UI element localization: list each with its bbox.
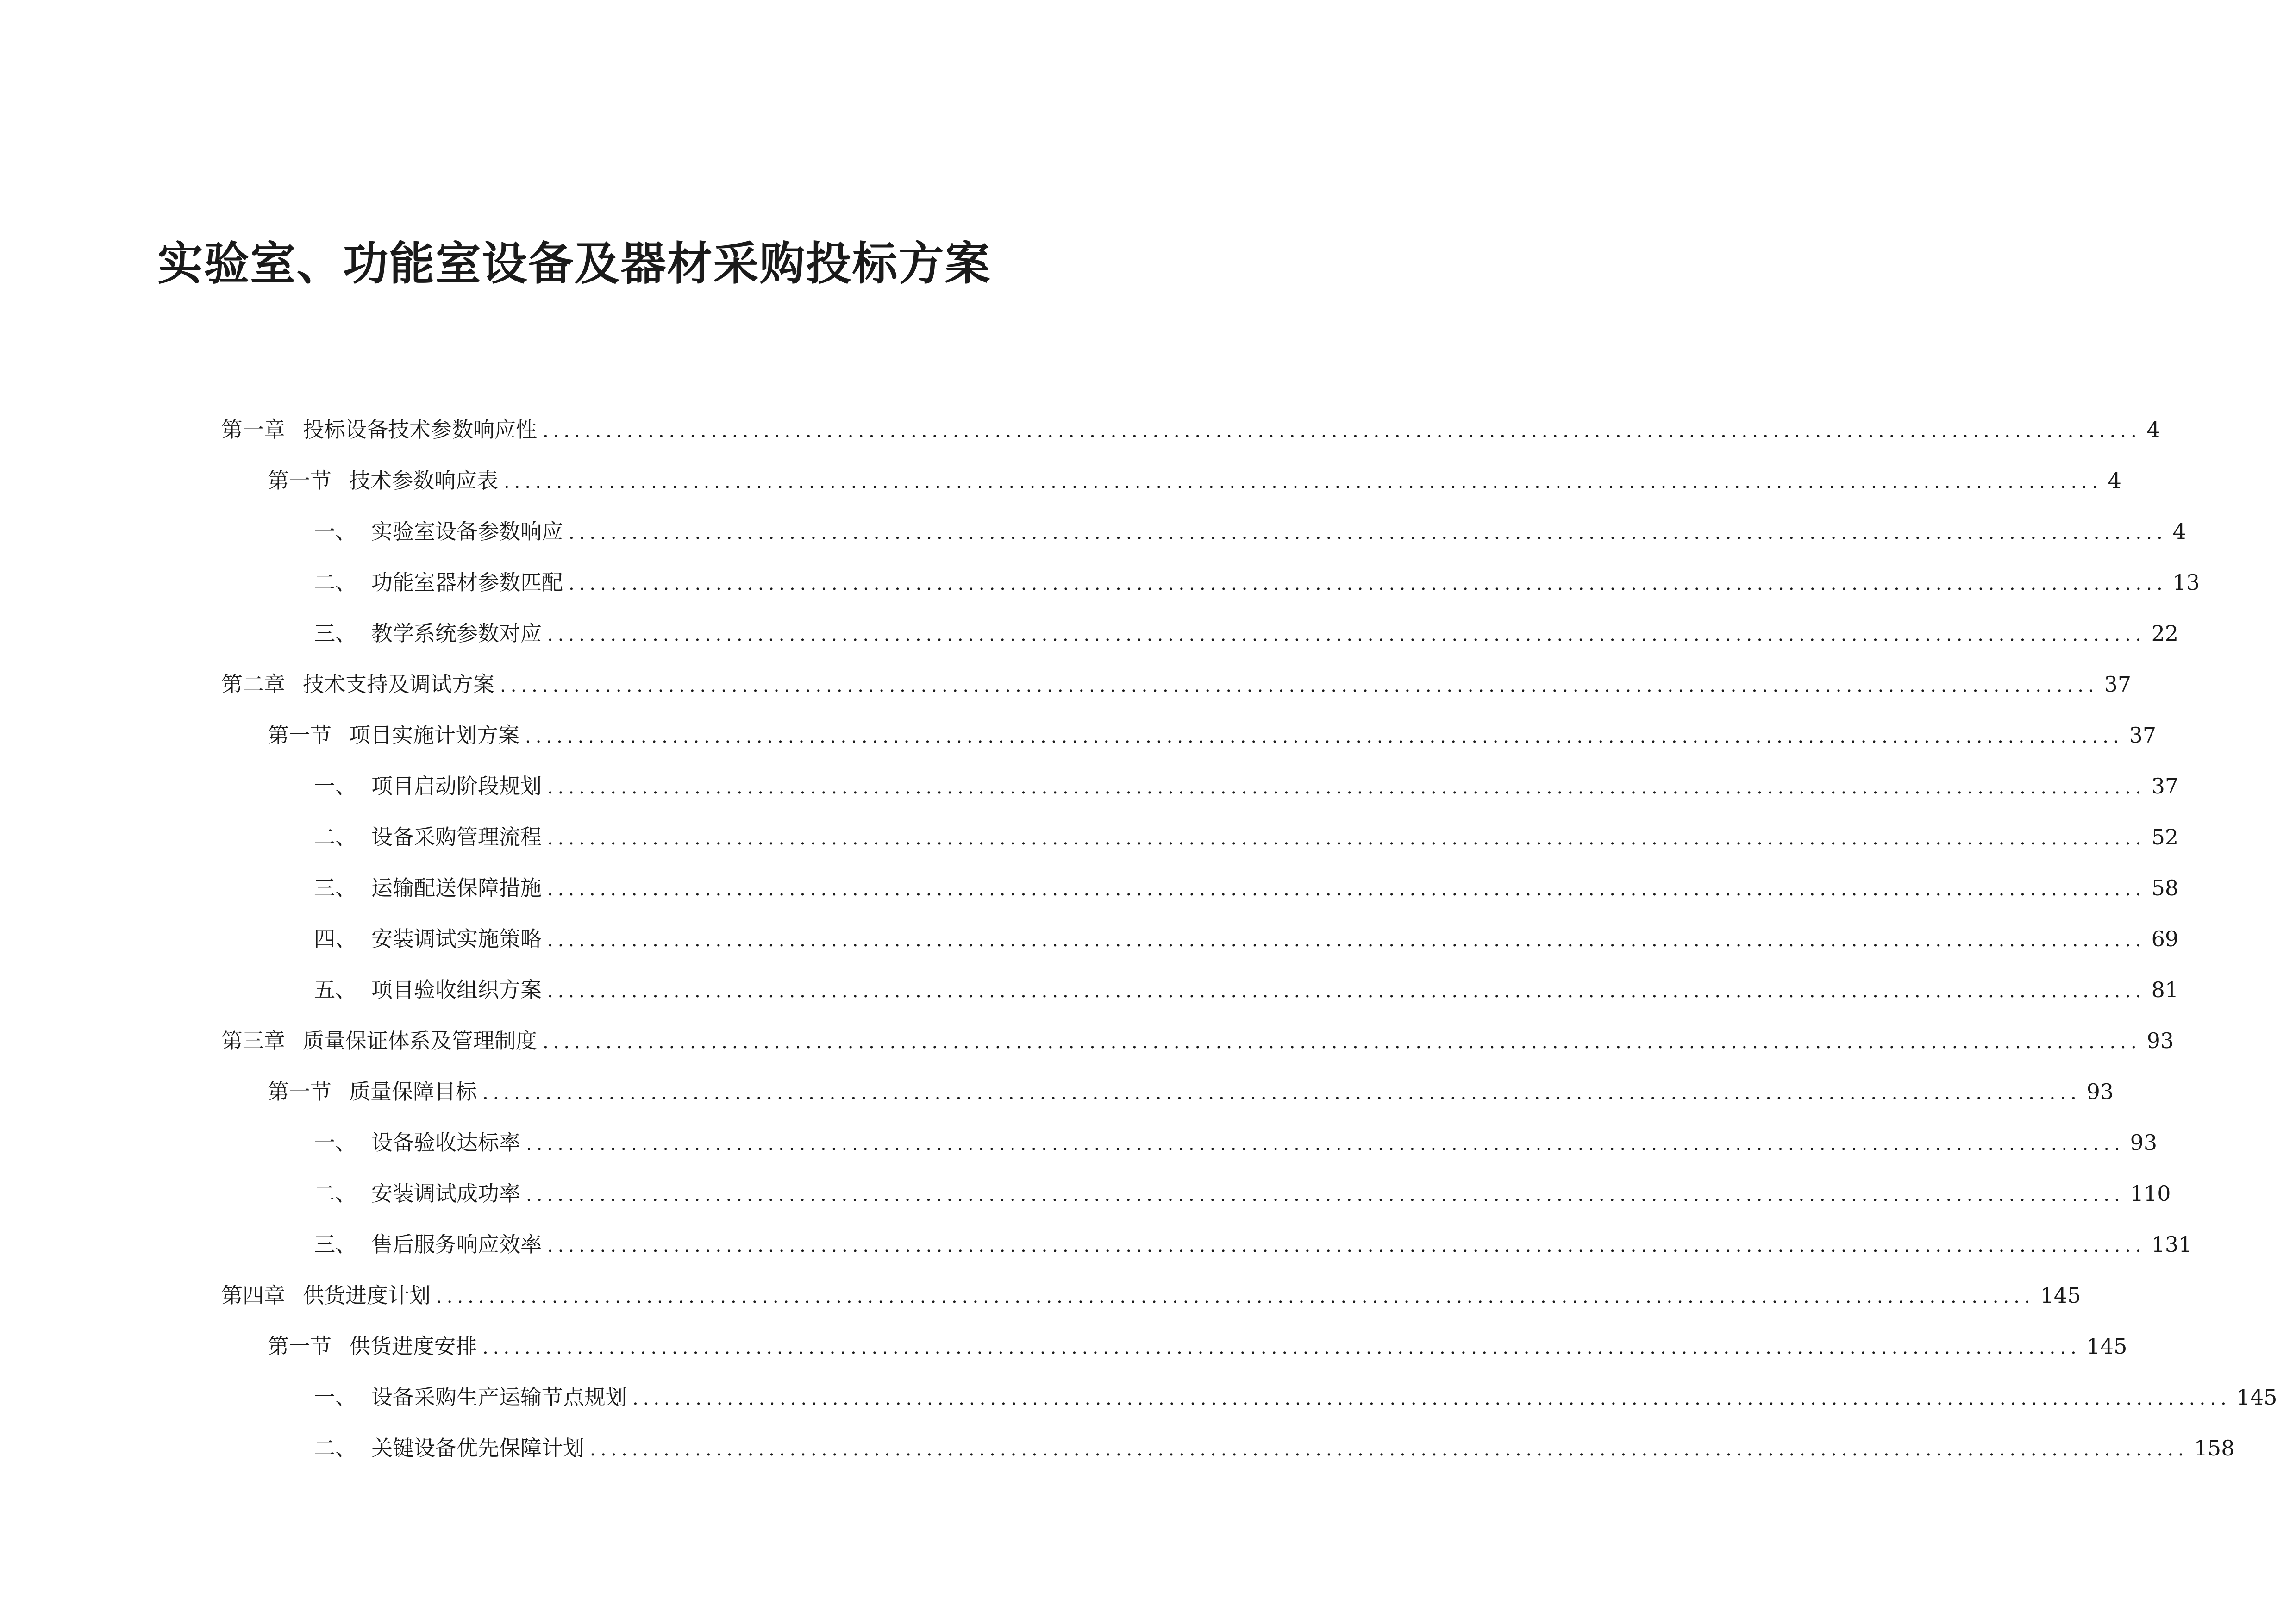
- toc-entry-text: 质量保证体系及管理制度: [303, 1028, 537, 1053]
- toc-entry-text: 设备验收达标率: [371, 1130, 520, 1155]
- toc-leader-dots: ........................................................................................................................................................: [569, 573, 2167, 594]
- toc-page-number: 4: [2146, 417, 2160, 442]
- toc-entry-number: 一、: [314, 1130, 357, 1155]
- toc-entry-text: 售后服务响应效率: [371, 1232, 542, 1257]
- toc-leader-dots: ........................................................................................................................................................: [590, 1439, 2189, 1460]
- toc-entry-number: 二、: [314, 1436, 357, 1461]
- toc-leader-dots: ........................................................................................................................................................: [504, 471, 2102, 493]
- toc-leader-dots: ........................................................................................................................................................: [482, 1337, 2081, 1358]
- toc-entry-label: [314, 1423, 584, 1474]
- toc-entry-section[interactable]: [268, 710, 2157, 761]
- toc-entry-number: 四、: [314, 926, 357, 951]
- toc-page-number: 93: [2130, 1130, 2158, 1155]
- toc-leader-dots: ........................................................................................................................................................: [547, 624, 2146, 645]
- toc-leader-dots: ........................................................................................................................................................: [569, 522, 2167, 543]
- toc-page-number: 37: [2129, 723, 2157, 748]
- toc-entry-text: 项目启动阶段规划: [371, 774, 542, 799]
- toc-entry-number: 三、: [314, 875, 357, 900]
- toc-page-number: 81: [2151, 977, 2179, 1002]
- toc-entry-label: [221, 1270, 431, 1321]
- toc-page-number: 110: [2130, 1181, 2171, 1206]
- toc-entry-section[interactable]: [268, 455, 2121, 506]
- toc-page-number: 4: [2172, 519, 2186, 544]
- toc-entry-chapter-1[interactable]: [221, 404, 2160, 455]
- toc-entry-label: [221, 1015, 537, 1066]
- toc-page-number: 158: [2194, 1436, 2235, 1461]
- toc-entry-number: 三、: [314, 1232, 357, 1257]
- toc-entry-item[interactable]: [314, 557, 2200, 608]
- toc-entry-number: 三、: [314, 621, 357, 646]
- toc-entry-label: [314, 1117, 520, 1168]
- toc-page-number: 93: [2086, 1079, 2114, 1104]
- toc-page-number: 145: [2086, 1334, 2127, 1359]
- toc-entry-item[interactable]: [314, 506, 2186, 557]
- toc-entry-section[interactable]: [268, 1066, 2114, 1117]
- toc-entry-item[interactable]: [314, 812, 2179, 862]
- toc-entry-chapter-4[interactable]: [221, 1270, 2081, 1321]
- toc-leader-dots: ........................................................................................................................................................: [526, 1133, 2125, 1155]
- toc-entry-item[interactable]: [314, 1219, 2192, 1270]
- toc-leader-dots: ........................................................................................................................................................: [500, 675, 2099, 696]
- toc-entry-item[interactable]: [314, 1117, 2158, 1168]
- toc-leader-dots: ........................................................................................................................................................: [547, 930, 2146, 951]
- toc-entry-number: 二、: [314, 570, 357, 595]
- toc-entry-text: 安装调试成功率: [371, 1181, 520, 1206]
- toc-entry-label: [268, 1066, 477, 1117]
- toc-page-number: 69: [2151, 926, 2179, 951]
- toc-entry-number: 二、: [314, 824, 357, 849]
- toc-entry-item[interactable]: [314, 862, 2179, 913]
- toc-entry-text: 技术支持及调试方案: [303, 672, 494, 697]
- document-title: 实验室、功能室设备及器材采购投标方案: [157, 237, 991, 290]
- toc-entry-text: 供货进度计划: [303, 1283, 431, 1308]
- toc-entry-label: [314, 608, 542, 659]
- toc-leader-dots: ........................................................................................................................................................: [547, 1235, 2146, 1256]
- toc-page-number: 52: [2151, 824, 2179, 849]
- toc-entry-text: 实验室设备参数响应: [371, 519, 563, 544]
- toc-page-number: 37: [2104, 672, 2132, 697]
- toc-entry-item[interactable]: [314, 964, 2179, 1015]
- toc-entry-text: 设备采购生产运输节点规划: [371, 1385, 627, 1410]
- toc-entry-label: [268, 1321, 477, 1372]
- toc-entry-text: 投标设备技术参数响应性: [303, 417, 537, 442]
- toc-page-number: 145: [2040, 1283, 2081, 1308]
- toc-entry-number: 第一节: [268, 468, 332, 493]
- toc-entry-label: [314, 761, 542, 812]
- toc-entry-item[interactable]: [314, 761, 2179, 812]
- toc-entry-item[interactable]: [314, 608, 2179, 659]
- toc-entry-number: 一、: [314, 519, 357, 544]
- toc-page-number: 37: [2151, 774, 2179, 799]
- toc-entry-label: [314, 506, 563, 557]
- toc-page-number: 58: [2151, 875, 2179, 900]
- toc-leader-dots: ........................................................................................................................................................: [547, 828, 2146, 849]
- toc-entry-label: [314, 964, 542, 1015]
- toc-entry-text: 教学系统参数对应: [371, 621, 542, 646]
- toc-entry-text: 安装调试实施策略: [371, 926, 542, 951]
- toc-leader-dots: ........................................................................................................................................................: [543, 1031, 2141, 1053]
- toc-leader-dots: ........................................................................................................................................................: [632, 1388, 2231, 1409]
- toc-entry-number: 二、: [314, 1181, 357, 1206]
- toc-entry-label: [221, 404, 537, 455]
- toc-leader-dots: ........................................................................................................................................................: [547, 879, 2146, 900]
- toc-entry-label: [221, 659, 494, 710]
- toc-entry-text: 质量保障目标: [349, 1079, 477, 1104]
- toc-entry-text: 设备采购管理流程: [371, 824, 542, 849]
- toc-leader-dots: ........................................................................................................................................................: [547, 981, 2146, 1002]
- toc-entry-label: [314, 812, 542, 862]
- toc-page-number: 4: [2108, 468, 2121, 493]
- toc-entry-number: 第三章: [221, 1028, 285, 1053]
- toc-entry-number: 第一节: [268, 1334, 332, 1359]
- toc-entry-number: 一、: [314, 1385, 357, 1410]
- toc-entry-label: [314, 1168, 520, 1219]
- toc-entry-text: 技术参数响应表: [349, 468, 498, 493]
- toc-entry-number: 第二章: [221, 672, 285, 697]
- toc-entry-number: 五、: [314, 977, 357, 1002]
- toc-entry-label: [268, 455, 498, 506]
- toc-entry-text: 项目实施计划方案: [349, 723, 519, 748]
- toc-page-number: 13: [2172, 570, 2200, 595]
- toc-entry-label: [314, 1219, 542, 1270]
- toc-leader-dots: ........................................................................................................................................................: [543, 420, 2141, 442]
- toc-entry-label: [268, 710, 519, 761]
- toc-entry-item[interactable]: [314, 913, 2179, 964]
- toc-entry-text: 功能室器材参数匹配: [371, 570, 563, 595]
- toc-page-number: 145: [2236, 1385, 2277, 1410]
- toc-entry-number: 第四章: [221, 1283, 285, 1308]
- toc-leader-dots: ........................................................................................................................................................: [547, 777, 2146, 798]
- toc-entry-number: 第一节: [268, 1079, 332, 1104]
- toc-entry-section[interactable]: [268, 1321, 2127, 1372]
- toc-entry-chapter-3[interactable]: [221, 1015, 2174, 1066]
- toc-entry-text: 运输配送保障措施: [371, 875, 542, 900]
- toc-entry-label: [314, 862, 542, 913]
- toc-entry-text: 项目验收组织方案: [371, 977, 542, 1002]
- toc-entry-number: 第一节: [268, 723, 332, 748]
- toc-entry-label: [314, 913, 542, 964]
- toc-entry-text: 供货进度安排: [349, 1334, 477, 1359]
- toc-leader-dots: ........................................................................................................................................................: [436, 1286, 2035, 1307]
- toc-entry-number: 一、: [314, 774, 357, 799]
- toc-entry-label: [314, 1372, 627, 1423]
- toc-page-number: 93: [2146, 1028, 2174, 1053]
- toc-entry-text: 关键设备优先保障计划: [371, 1436, 584, 1461]
- toc-leader-dots: ........................................................................................................................................................: [525, 726, 2124, 747]
- toc-entry-label: [314, 557, 563, 608]
- toc-leader-dots: ........................................................................................................................................................: [526, 1184, 2125, 1206]
- toc-entry-item[interactable]: [314, 1372, 2277, 1423]
- toc-entry-chapter-2[interactable]: [221, 659, 2132, 710]
- toc-entry-item[interactable]: [314, 1168, 2171, 1219]
- toc-page-number: 22: [2151, 621, 2179, 646]
- toc-page-number: 131: [2151, 1232, 2192, 1257]
- toc-entry-item[interactable]: [314, 1423, 2235, 1474]
- toc-entry-number: 第一章: [221, 417, 285, 442]
- toc-leader-dots: ........................................................................................................................................................: [482, 1082, 2081, 1104]
